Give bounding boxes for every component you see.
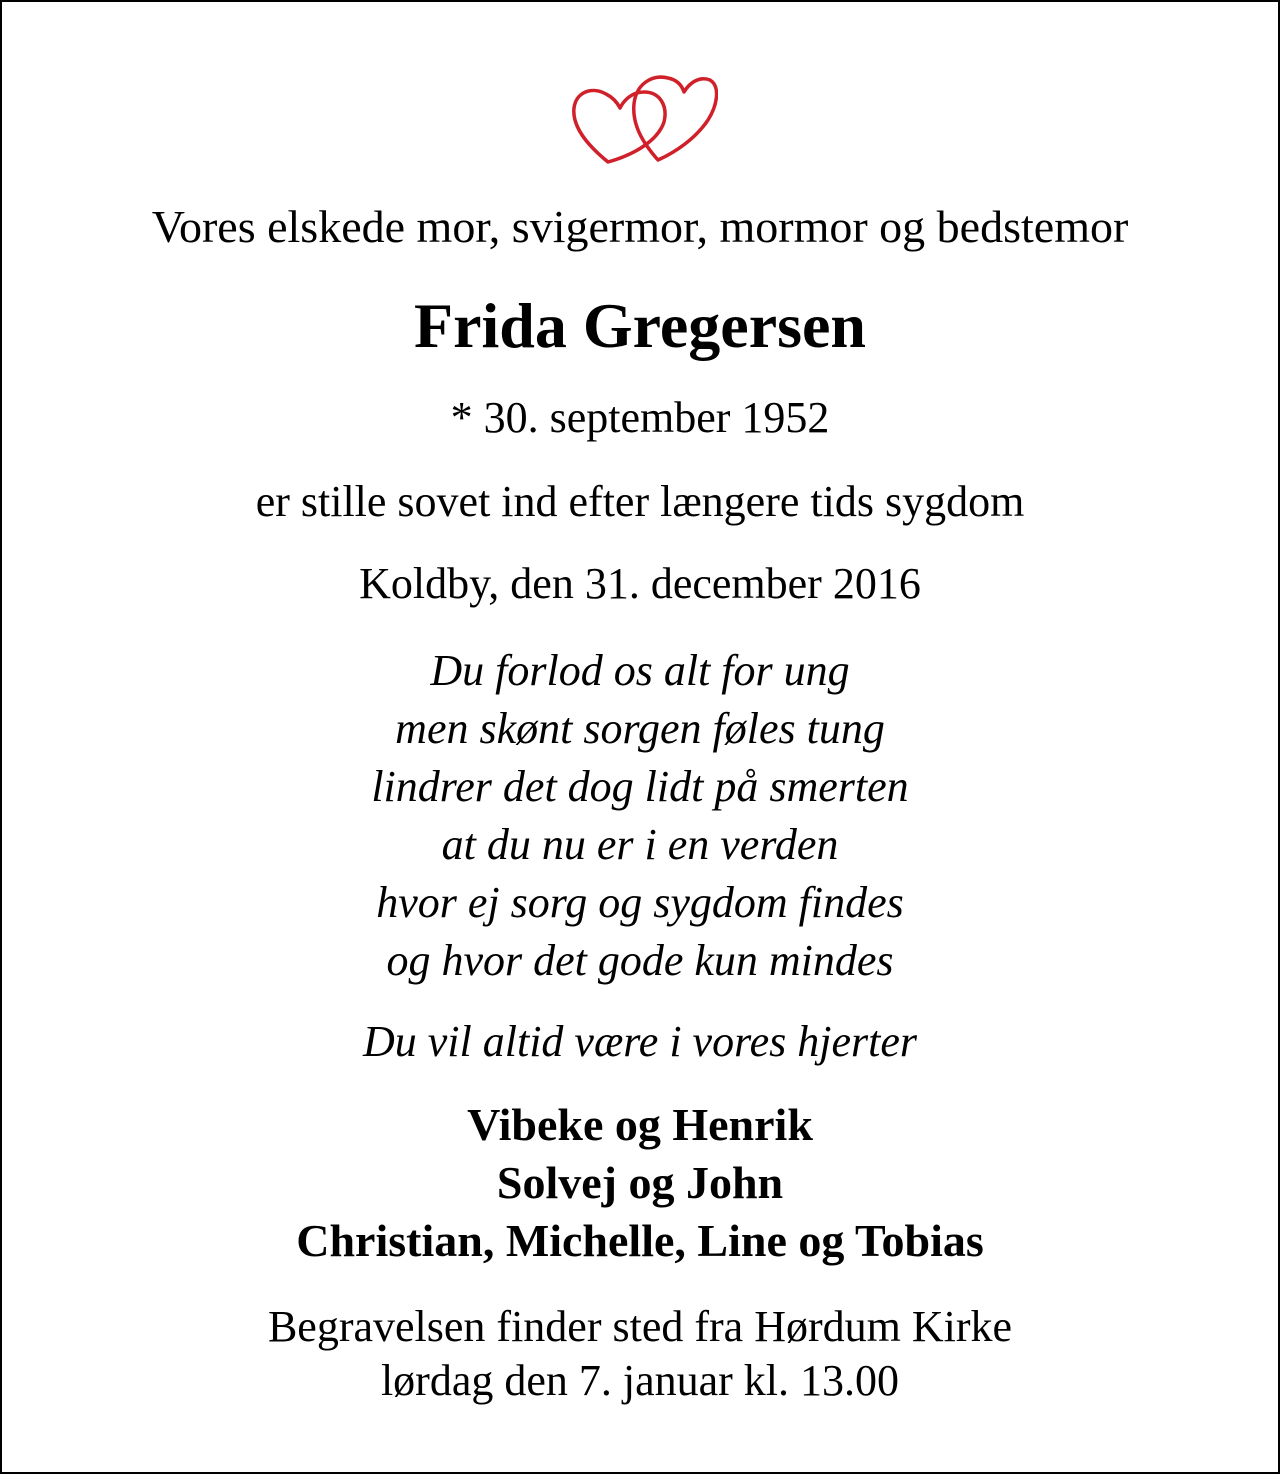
poem-line: men skønt sorgen føles tung	[395, 704, 885, 753]
poem-line: hvor ej sorg og sygdom findes	[376, 878, 904, 927]
two-linked-hearts-icon	[570, 62, 718, 172]
poem-line: og hvor det gode kun mindes	[386, 936, 894, 985]
family-name-line: Solvej og John	[496, 1157, 784, 1208]
memorial-poem	[2, 642, 1278, 990]
passing-text: er stille sovet ind efter længere tids sygdom	[255, 477, 1025, 526]
deceased-name: Frida Gregersen	[413, 290, 867, 361]
birth-date: * 30. september 1952	[450, 393, 830, 442]
funeral-location: Begravelsen finder sted fra Hørdum Kirke	[267, 1302, 1013, 1351]
poem-line: Du forlod os alt for ung	[430, 646, 850, 695]
poem-closing-line: Du vil altid være i vores hjerter	[363, 1017, 917, 1066]
family-names	[2, 1096, 1278, 1270]
funeral-time: lørdag den 7. januar kl. 13.00	[380, 1356, 900, 1405]
poem-line: at du nu er i en verden	[441, 820, 839, 869]
intro-text: Vores elskede mor, svigermor, mormor og bedstemor	[151, 201, 1129, 252]
funeral-info	[2, 1300, 1278, 1408]
place-and-date: Koldby, den 31. december 2016	[359, 559, 921, 608]
poem-line: lindrer det dog lidt på smerten	[371, 762, 909, 811]
family-name-line: Christian, Michelle, Line og Tobias	[296, 1215, 984, 1266]
family-name-line: Vibeke og Henrik	[467, 1099, 813, 1150]
